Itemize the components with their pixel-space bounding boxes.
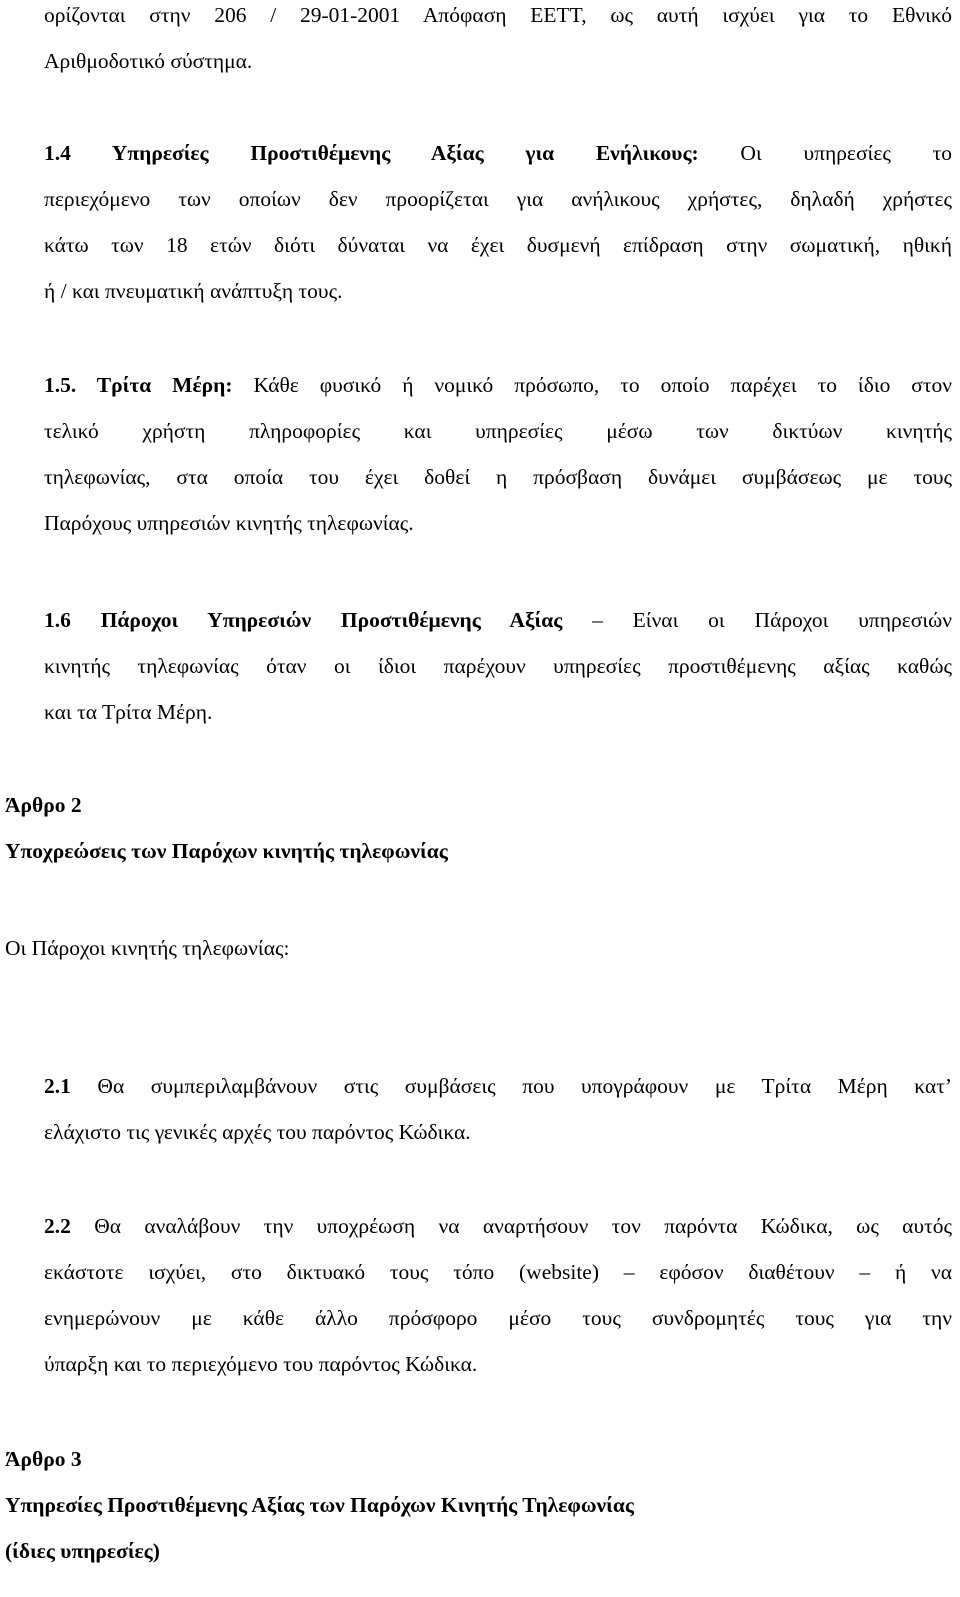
article-2-header (5, 782, 955, 874)
section-1-5-line-2: τελικό χρήστη πληροφορίες και υπηρεσίες μέσω των δικτύων κινητής (44, 419, 952, 443)
section-1-5-line-3: τηλεφωνίας, στα οποία του έχει δοθεί η πρόσβαση δυνάμει συμβάσεως με τους (44, 465, 952, 489)
item-2-2-line-4: ύπαρξη και το περιεχόμενο του παρόντος Κώδικα. (44, 1352, 478, 1376)
item-2-1 (44, 1063, 952, 1155)
item-2-1-line-2: ελάχιστο τις γενικές αρχές του παρόντος Κώδικα. (44, 1120, 471, 1144)
item-2-2-line-3: ενημερώνουν με κάθε άλλο πρόσφορο μέσο τους συνδρομητές τους για την (44, 1306, 952, 1330)
item-2-1-number: 2.1 (44, 1074, 71, 1098)
section-1-4 (44, 130, 952, 314)
section-1-6-line-1 (44, 597, 952, 643)
article-3-title: Υπηρεσίες Προστιθέμενης Αξίας των Παρόχων Κινητής Τηλεφωνίας (5, 1493, 634, 1517)
section-1-6-heading: 1.6 Πάροχοι Υπηρεσιών Προστιθέμενης Αξίας (44, 608, 563, 632)
section-1-4-line-3: κάτω των 18 ετών διότι δύναται να έχει δυσμενή επίδραση στην σωματική, ηθική (44, 233, 952, 257)
article-3-subtitle: (ίδιες υπηρεσίες) (5, 1539, 160, 1563)
section-1-5-heading: 1.5. Τρίτα Μέρη: (44, 373, 233, 397)
section-1-4-line-1 (44, 130, 952, 176)
article-3-header (5, 1436, 955, 1574)
section-1-5 (44, 362, 952, 546)
article-2-label: Άρθρο 2 (5, 793, 82, 817)
section-1-4-heading: 1.4 Υπηρεσίες Προστιθέμενης Αξίας για Ενήλικους: (44, 141, 699, 165)
item-2-2-line-2: εκάστοτε ισχύει, στο δικτυακό τους τόπο (website) – εφόσον διαθέτουν – ή να (44, 1260, 952, 1284)
section-1-5-line-1 (44, 362, 952, 408)
section-1-6-line-3: και τα Τρίτα Μέρη. (44, 700, 213, 724)
section-1-4-line-2: περιεχόμενο των οποίων δεν προορίζεται για ανήλικους χρήστες, δηλαδή χρήστες (44, 187, 952, 211)
article-2-lead (5, 925, 955, 971)
item-2-2-number: 2.2 (44, 1214, 71, 1238)
section-1-4-text-1: Οι υπηρεσίες το (698, 141, 952, 165)
article-2-lead-text: Οι Πάροχοι κινητής τηλεφωνίας: (5, 936, 290, 960)
item-2-1-line-1: 2.1 Θα συμπεριλαμβάνουν στις συμβάσεις που υπογράφουν με Τρίτα Μέρη κατ’ (44, 1074, 952, 1098)
section-1-5-line-4: Παρόχους υπηρεσιών κινητής τηλεφωνίας. (44, 511, 414, 535)
section-1-4-line-4: ή / και πνευματική ανάπτυξη τους. (44, 279, 343, 303)
section-1-6-text-1: – Είναι οι Πάροχοι υπηρεσιών (562, 608, 952, 632)
section-1-6-line-2: κινητής τηλεφωνίας όταν οι ίδιοι παρέχουν υπηρεσίες προστιθέμενης αξίας καθώς (44, 654, 952, 678)
intro-line-1: ορίζονται στην 206 / 29-01-2001 Απόφαση ΕΕΤΤ, ως αυτή ισχύει για το Εθνικό (44, 3, 952, 27)
item-2-2-line-1: 2.2 Θα αναλάβουν την υποχρέωση να αναρτήσουν τον παρόντα Κώδικα, ως αυτός (44, 1214, 952, 1238)
section-1-6 (44, 597, 952, 735)
article-2-title: Υποχρεώσεις των Παρόχων κινητής τηλεφωνίας (5, 839, 448, 863)
intro-line-2: Αριθμοδοτικό σύστημα. (44, 49, 253, 73)
intro-paragraph (44, 0, 952, 84)
item-2-2 (44, 1203, 952, 1387)
article-3-label: Άρθρο 3 (5, 1447, 82, 1471)
section-1-5-text-1: Κάθε φυσικό ή νομικό πρόσωπο, το οποίο παρέχει το ίδιο στον (232, 373, 953, 397)
